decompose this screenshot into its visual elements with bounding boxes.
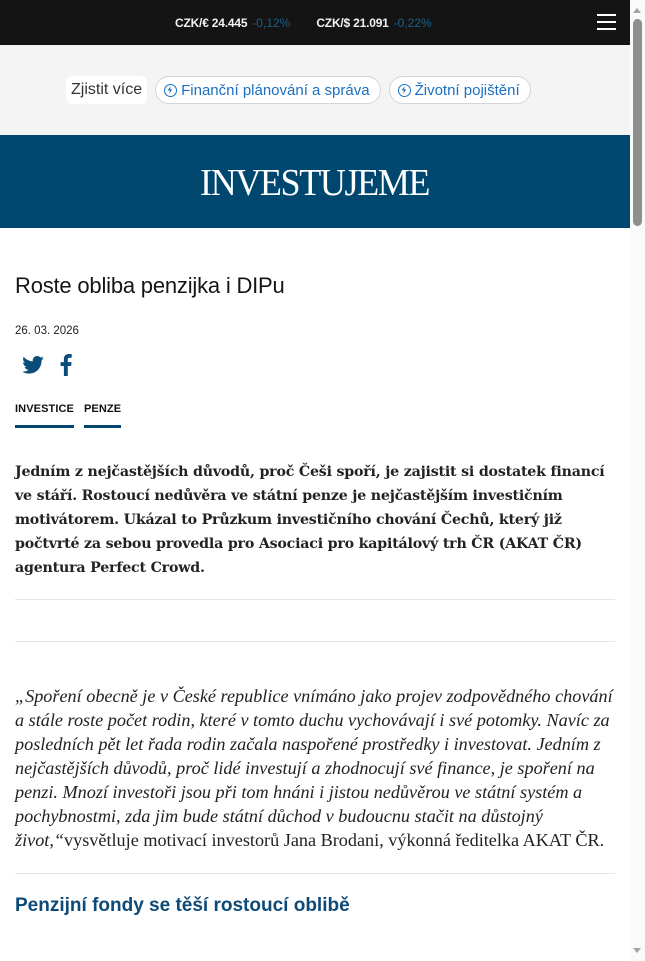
pill-label: Životní pojištění xyxy=(414,81,520,99)
brand-banner xyxy=(0,135,630,228)
rate-label: CZK/€ 24.445 xyxy=(175,15,248,30)
divider xyxy=(15,873,615,874)
pill-label: Finanční plánování a správa xyxy=(181,81,370,99)
site-logo[interactable]: INVESTUJEME xyxy=(200,161,430,204)
learn-more-label: Zjistit více xyxy=(66,76,147,104)
quote-text: „Spoření obecně je v České republice vnímáno jako projev zodpovědného chování a stále roste počet rodin, které v tomto duchu vychovávají i své potomky. Navíc za posledních pět let řada rodin začala naspořené prostředky i investovat. Jedním z nejčastějších důvodů, proč lidé investují a zhodnocují své finance, je spoření na penzi. Mnozí investoři jsou při tom hnáni i jistou nedůvěrou ve státní systém a pochybnostmi, zda jim bude státní důchod v budoucnu stačit na důstojný život,“ xyxy=(15,686,613,850)
article xyxy=(0,272,630,918)
share-buttons xyxy=(15,353,615,377)
currency-ticker-bar xyxy=(0,0,630,45)
rate-change: -0,12% xyxy=(252,15,291,30)
hamburger-line xyxy=(597,28,616,30)
article-tags xyxy=(15,403,615,428)
facebook-icon[interactable] xyxy=(60,354,72,376)
divider xyxy=(15,599,615,600)
pill-life-insurance[interactable] xyxy=(389,76,531,104)
rate-usd xyxy=(316,16,431,30)
learn-more-band xyxy=(0,45,630,135)
rate-label: CZK/$ 21.091 xyxy=(316,15,389,30)
scrollbar-thumb[interactable] xyxy=(633,19,642,226)
section-heading: Penzijní fondy se těší rostoucí oblibě xyxy=(15,895,350,916)
divider xyxy=(15,641,615,642)
quote-attribution: vysvětluje motivací investorů Jana Brodani, výkonná ředitelka AKAT ČR. xyxy=(64,830,605,850)
vertical-scrollbar[interactable] xyxy=(630,0,645,961)
tag-penze[interactable]: PENZE xyxy=(84,403,121,428)
rate-eur xyxy=(175,16,290,30)
pill-financial-planning[interactable] xyxy=(155,76,380,104)
hamburger-line xyxy=(597,14,616,16)
article-lead: Jedním z nejčastějších důvodů, proč Češi spoří, je zajistit si dostatek financí ve stáří. Rostoucí nedůvěra ve státní penze je nejčastějším investičním motivátorem. Ukázal to Průzkum investičního chování Čechů, který již počtvrté za sebou provedla pro Asociaci pro kapitálový trh ČR (AKAT ČR) agentura Perfect Crowd. xyxy=(15,464,605,576)
bolt-circle-icon xyxy=(398,84,411,97)
twitter-icon[interactable] xyxy=(22,356,44,374)
hamburger-line xyxy=(597,21,616,23)
hamburger-icon[interactable] xyxy=(597,14,616,30)
article-quote xyxy=(15,684,615,852)
article-title: Roste obliba penzijka i DIPu xyxy=(15,273,285,298)
scroll-up-arrow-icon[interactable] xyxy=(633,8,641,13)
rate-change: -0,22% xyxy=(393,15,432,30)
scroll-down-arrow-icon[interactable] xyxy=(633,948,641,953)
tag-investice[interactable]: INVESTICE xyxy=(15,403,74,428)
bolt-circle-icon xyxy=(164,84,177,97)
ticker-items xyxy=(175,0,432,45)
article-date: 26. 03. 2026 xyxy=(15,325,79,337)
